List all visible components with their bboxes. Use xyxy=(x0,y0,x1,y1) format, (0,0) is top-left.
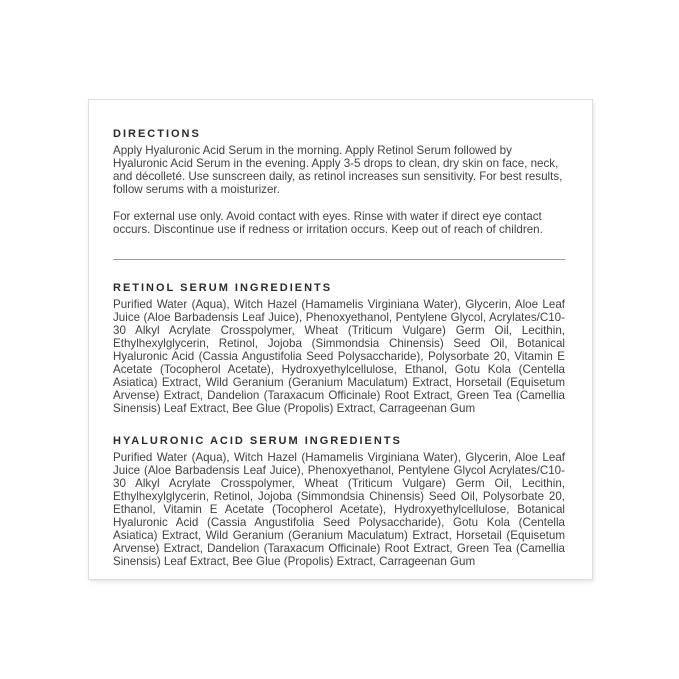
hyaluronic-serum-ingredients-list: Purified Water (Aqua), Witch Hazel (Hamamelis Virginiana Water), Glycerin, Aloe Leaf Juice (Aloe Barbadensis Leaf Juice), Phenoxyethanol, Pentylene Glycol Acrylates/C10-30 Alkyl Acrylate Crosspolymer, Wheat (Triticum Vulgare) Germ Oil, Lecithin, Ethylhexylglycerin, Retinol, Jojoba (Simmondsia Chinensis) Seed Oil, Polysorbate 20, Ethanol, Vitamin E Acetate (Tocopherol Acetate), Hydroxyethylcellulose, Botanical Hyaluronic Acid (Cassia Angustifolia Seed Polysaccharide), Gotu Kola (Centella Asiatica) Extract, Wild Geranium (Geranium Maculatum) Extract, Horsetail (Equisetum Arvense) Extract, Dandelion (Taraxacum Officinale) Root Extract, Green Tea (Camellia Sinensis) Leaf Extract, Bee Glue (Propolis) Extract, Carrageenan Gum xyxy=(113,451,565,568)
directions-paragraph: Apply Hyaluronic Acid Serum in the morning. Apply Retinol Serum followed by Hyaluronic Acid Serum in the evening. Apply 3-5 drops to clean, dry skin on face, neck, and décolleté. Use sunscreen daily, as retinol increases sun sensitivity. For best results, follow serums with a moisturizer. xyxy=(113,144,563,196)
section-divider xyxy=(113,259,565,260)
retinol-serum-ingredients-heading: RETINOL SERUM INGREDIENTS xyxy=(113,282,333,294)
warning-paragraph: For external use only. Avoid contact with eyes. Rinse with water if direct eye contact occurs. Discontinue use if redness or irritation occurs. Keep out of reach of children. xyxy=(113,210,543,236)
product-label-card xyxy=(88,99,593,580)
directions-heading: DIRECTIONS xyxy=(113,128,201,140)
hyaluronic-serum-ingredients-heading: HYALURONIC ACID SERUM INGREDIENTS xyxy=(113,435,402,447)
retinol-serum-ingredients-section xyxy=(113,282,565,415)
retinol-serum-ingredients-list: Purified Water (Aqua), Witch Hazel (Hamamelis Virginiana Water), Glycerin, Aloe Leaf Juice (Aloe Barbadensis Leaf Juice), Phenoxyethanol, Pentylene Glycol, Acrylates/C10-30 Alkyl Acrylate Crosspolymer, Wheat (Triticum Vulgare) Germ Oil, Lecithin, Ethylhexylglycerin, Retinol, Jojoba (Simmondsia Chinensis) Seed Oil, Botanical Hyaluronic Acid (Cassia Angustifolia Seed Polysaccharide), Polysorbate 20, Vitamin E Acetate (Tocopherol Acetate), Hydroxyethylcellulose, Ethanol, Gotu Kola (Centella Asiatica) Extract, Wild Geranium (Geranium Maculatum) Extract, Horsetail (Equisetum Arvense) Extract, Dandelion (Taraxacum Officinale) Root Extract, Green Tea (Camellia Sinensis) Leaf Extract, Bee Glue (Propolis) Extract, Carrageenan Gum xyxy=(113,298,565,415)
directions-section xyxy=(113,128,565,236)
hyaluronic-serum-ingredients-section xyxy=(113,435,565,568)
